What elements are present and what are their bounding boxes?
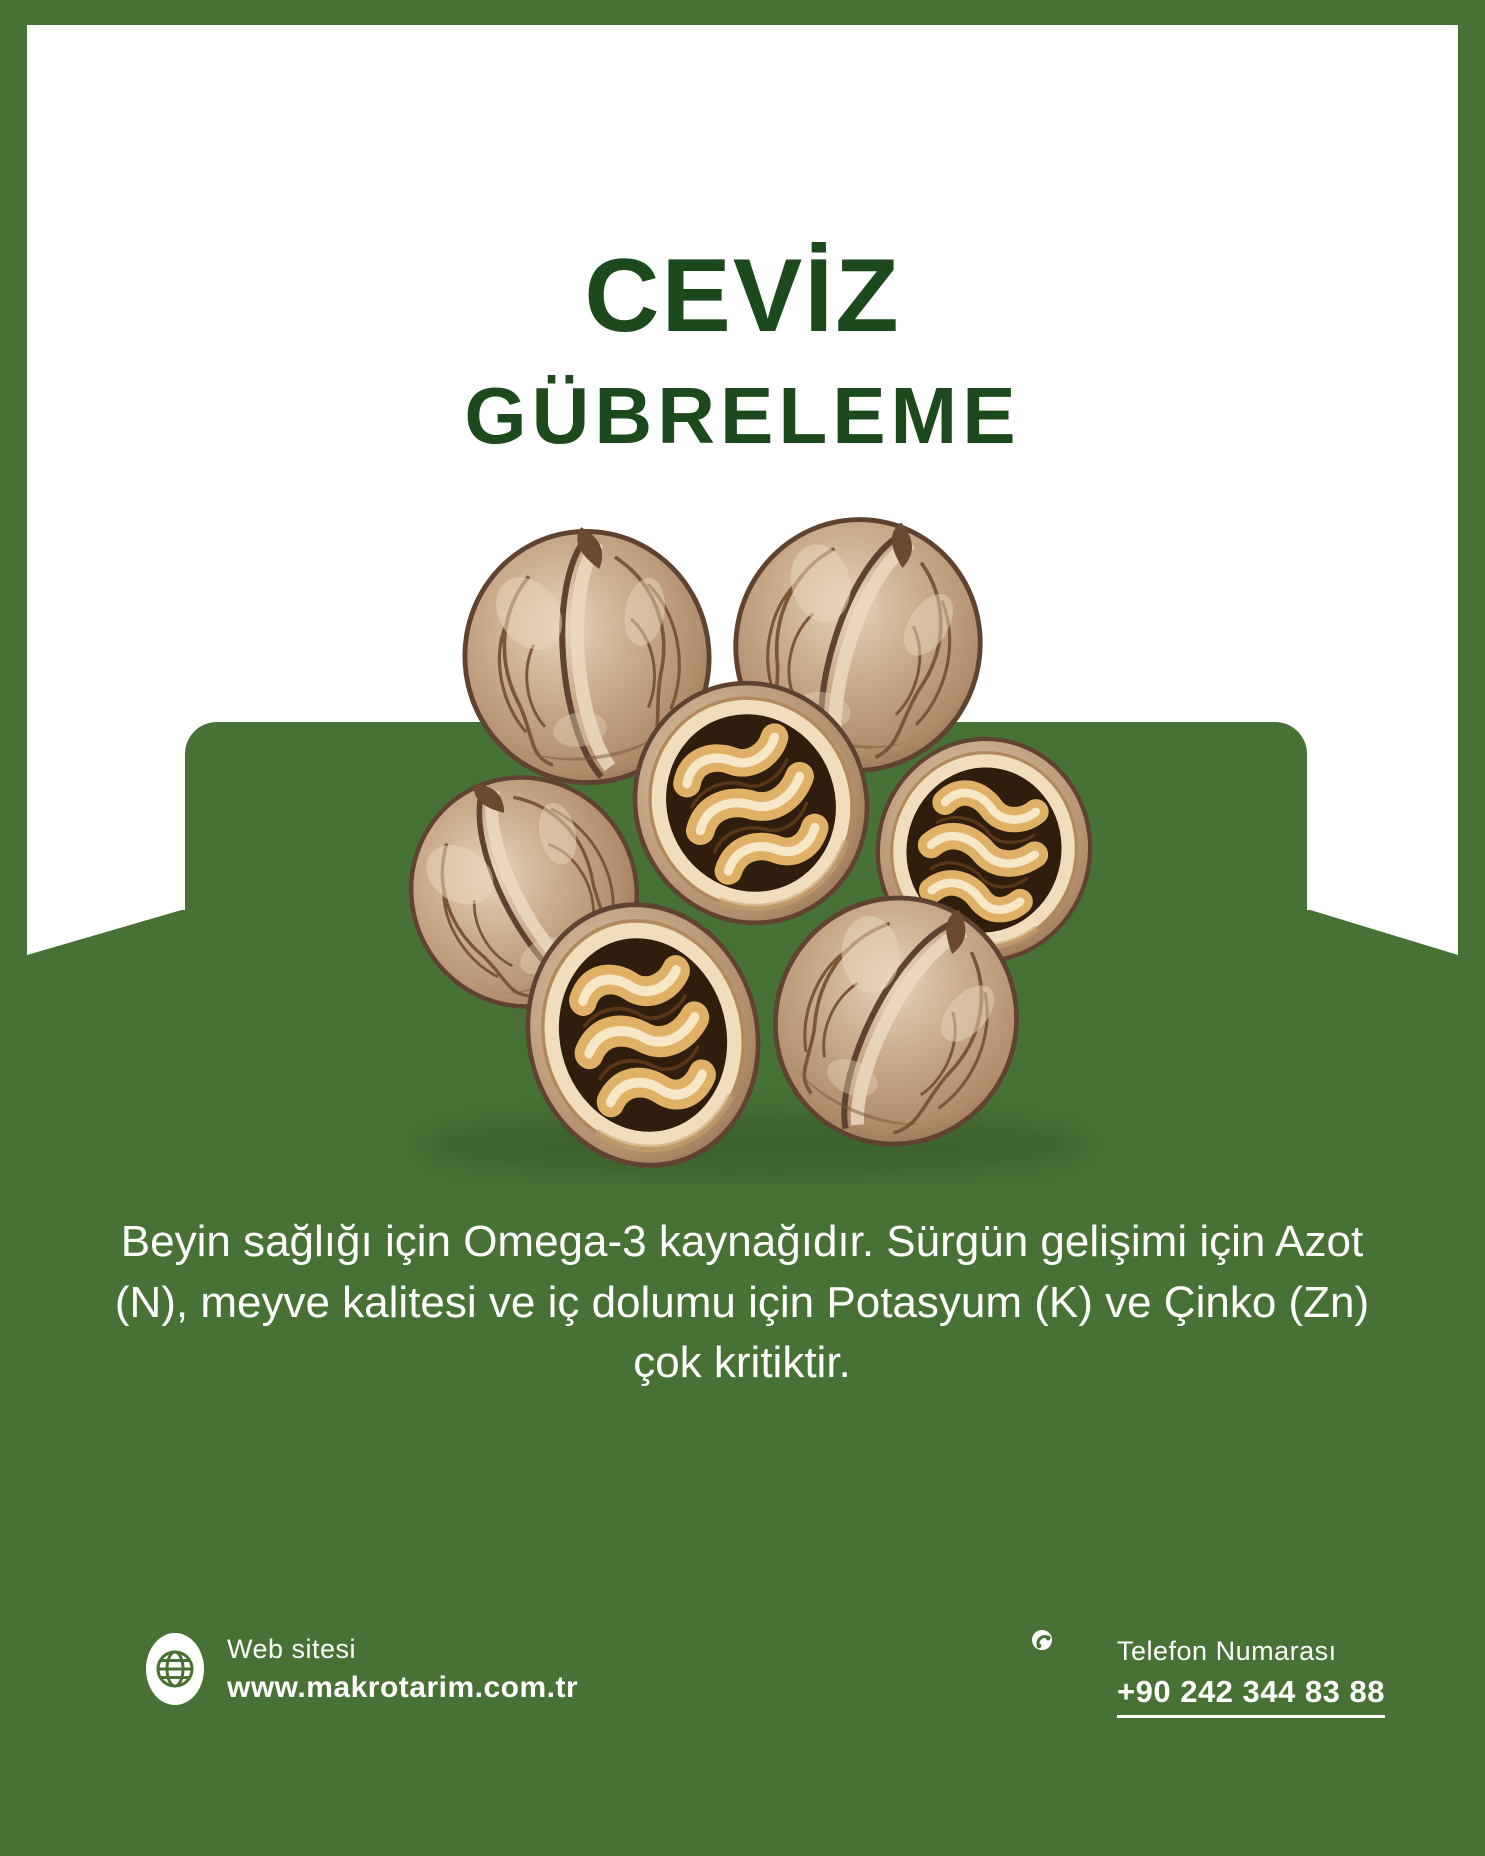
globe-icon bbox=[145, 1632, 205, 1706]
description-text: Beyin sağlığı için Omega-3 kaynağıdır. Sürgün gelişimi için Azot (N), meyve kalitesi ve iç dolumu için Potasyum (K) ve Çinko (Zn) çok kritiktir. bbox=[114, 1217, 1370, 1388]
website-label: Web sitesi bbox=[227, 1633, 357, 1664]
phone-icon bbox=[1031, 1629, 1053, 1651]
footer-website-block bbox=[145, 1632, 578, 1706]
phone-label: Telefon Numarası bbox=[1117, 1636, 1337, 1666]
walnuts-shadow bbox=[423, 1111, 1083, 1179]
card-bottom-left-wedge bbox=[27, 909, 185, 955]
page-subtitle: GÜBRELEME bbox=[464, 371, 1021, 460]
walnuts-illustration bbox=[395, 505, 1105, 1185]
page-title: CEVİZ bbox=[584, 238, 901, 354]
phone-number[interactable]: +90 242 344 83 88 bbox=[1117, 1674, 1385, 1718]
website-url[interactable]: www.makrotarim.com.tr bbox=[227, 1670, 579, 1704]
card-bottom-right-wedge bbox=[1307, 909, 1458, 955]
footer-phone-block bbox=[1117, 1636, 1385, 1718]
